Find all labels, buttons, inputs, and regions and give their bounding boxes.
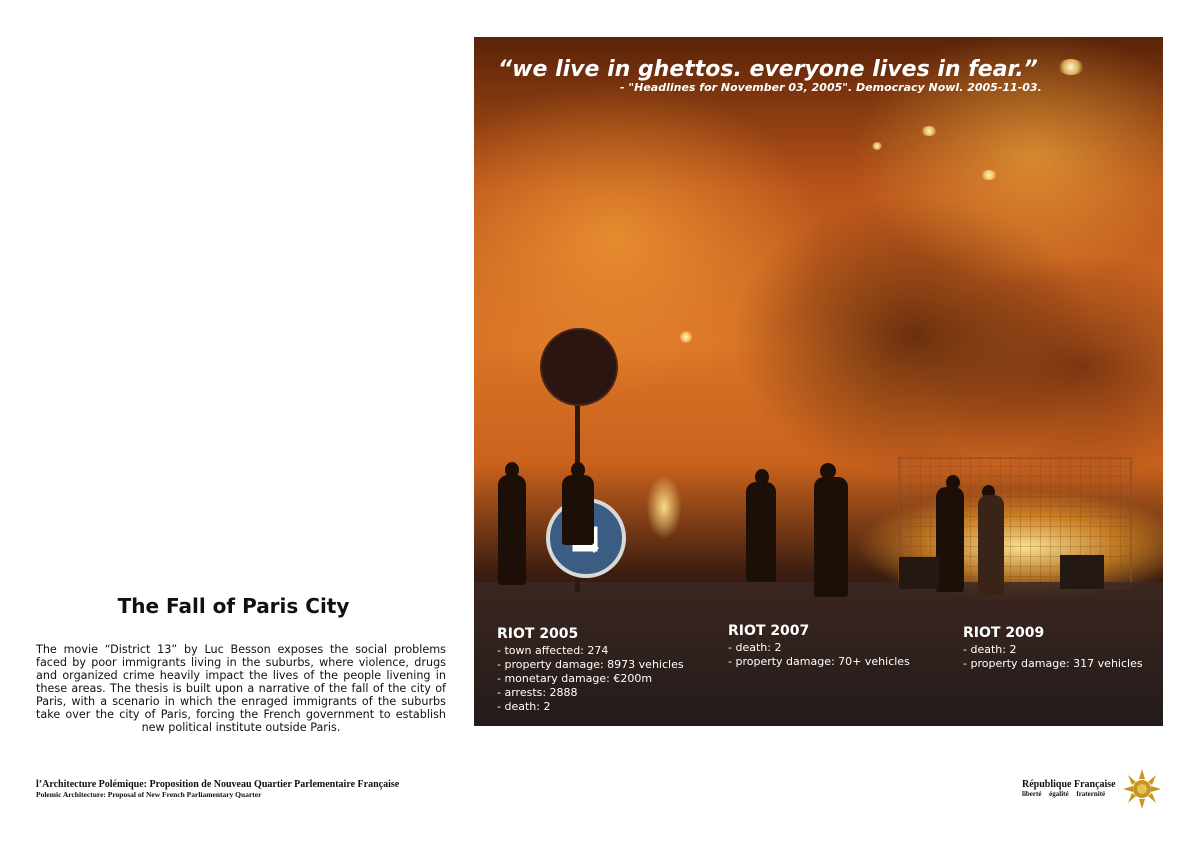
trash-bin	[1060, 555, 1104, 589]
footer-project-title	[36, 779, 399, 799]
riot-stat: - death: 2	[497, 700, 551, 713]
riot-photo	[474, 37, 1163, 726]
riot-stat: - property damage: 70+ vehicles	[728, 655, 910, 668]
riot-stat: - arrests: 2888	[497, 686, 578, 699]
person-silhouette	[814, 477, 848, 597]
quote-source: - "Headlines for November 03, 2005". Democracy Nowl. 2005-11-03.	[620, 81, 1042, 94]
street-lamp	[921, 126, 937, 136]
footer-republic	[1022, 779, 1116, 799]
body-paragraph: The movie “District 13” by Luc Besson exposes the social problems faced by poor immigrants living in the suburbs, where violence, drugs and organized crime heavily impact the lives of the people livening in these areas. The thesis is built upon a narrative of the fall of the city of Paris, with a scenario in which the enraged immigrants of the suburbs take over the city of Paris, forcing the French government to establish new political institute outside Paris.	[36, 643, 446, 734]
riot-title: RIOT 2009	[963, 625, 1045, 641]
riot-stat: - property damage: 317 vehicles	[963, 657, 1143, 670]
road-sign-icon	[540, 328, 618, 406]
page-title: The Fall of Paris City	[117, 594, 350, 618]
riot-title: RIOT 2005	[497, 626, 579, 642]
riot-stat: - monetary damage: €200m	[497, 672, 653, 685]
person-silhouette	[936, 487, 964, 592]
republic-name: République Française	[1022, 779, 1116, 790]
riot-stat: - death: 2	[728, 641, 782, 654]
footer-title-english: Polemic Architecture: Proposal of New French Parliamentary Quarter	[36, 790, 262, 799]
person-silhouette	[498, 475, 526, 585]
riot-2005-stats	[497, 626, 684, 714]
person-silhouette	[746, 482, 776, 582]
gold-emblem-icon	[1122, 767, 1162, 811]
footer-title-french: l’Architecture Polémique: Proposition de Nouveau Quartier Parlementaire Française	[36, 779, 400, 790]
person-silhouette	[978, 495, 1004, 595]
fire-glow-small	[624, 457, 704, 547]
riot-stat: - town affected: 274	[497, 644, 609, 657]
street-lamp	[981, 170, 997, 180]
quote-text: “we live in ghettos. everyone lives in fear.”	[498, 57, 1038, 82]
riot-stat: - death: 2	[963, 643, 1017, 656]
riot-2009-stats	[963, 625, 1143, 671]
republic-motto: liberté égalité fraternité	[1022, 790, 1106, 798]
trash-bin	[899, 557, 939, 589]
street-lamp	[872, 142, 882, 150]
riot-stat: - property damage: 8973 vehicles	[497, 658, 684, 671]
person-silhouette	[562, 475, 594, 545]
street-lamp	[680, 331, 692, 343]
riot-title: RIOT 2007	[728, 623, 810, 639]
riot-2007-stats	[728, 623, 910, 669]
